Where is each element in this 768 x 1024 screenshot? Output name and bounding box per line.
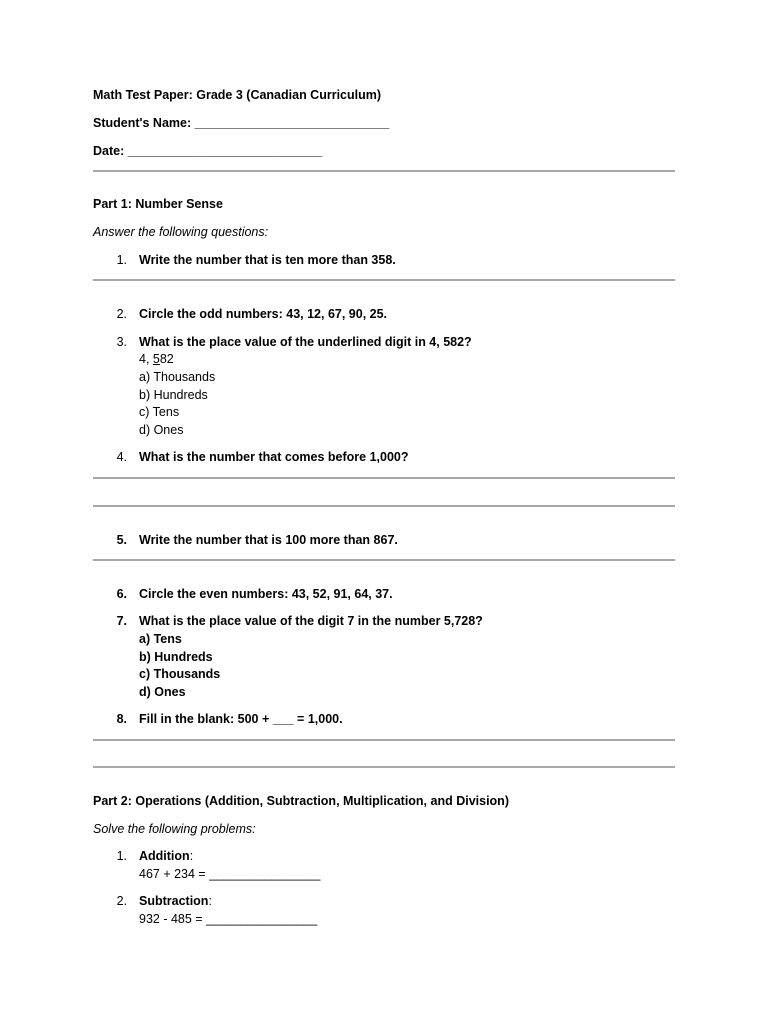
- q5-text: Write the number that is 100 more than 867.: [139, 533, 398, 547]
- q8-number: 8.: [116, 712, 127, 726]
- date-line: Date: ____________________________: [93, 144, 323, 158]
- q5-number: 5.: [116, 533, 127, 547]
- q3-number-display: [139, 352, 174, 366]
- p2-number: 2.: [116, 894, 127, 908]
- q2-text: Circle the odd numbers: 43, 12, 67, 90, 25.: [139, 307, 388, 321]
- answer-line: [93, 505, 675, 507]
- p2-problem: 932 - 485 = ________________: [139, 912, 318, 926]
- p1-label: Addition: [139, 849, 190, 863]
- p1-title: [139, 849, 193, 863]
- q7-option: a) Tens: [139, 632, 182, 646]
- q2-number: 2.: [116, 307, 127, 321]
- q1-text: Write the number that is ten more than 358.: [139, 253, 396, 267]
- q3-number: 3.: [116, 335, 127, 349]
- q4-text: What is the number that comes before 1,000?: [139, 450, 409, 464]
- q7-option: b) Hundreds: [139, 650, 213, 664]
- p1-problem: 467 + 234 = ________________: [139, 867, 321, 881]
- p2-label: Subtraction: [139, 894, 209, 908]
- q1-number: 1.: [116, 253, 127, 267]
- page-title: Math Test Paper: Grade 3 (Canadian Curriculum): [93, 88, 382, 102]
- q8-text: Fill in the blank: 500 + ___ = 1,000.: [139, 712, 343, 726]
- q3-option: a) Thousands: [139, 370, 216, 384]
- divider: [93, 170, 675, 172]
- p2-title: [139, 894, 212, 908]
- q3-option: b) Hundreds: [139, 388, 208, 402]
- p1-colon: :: [189, 849, 194, 863]
- q4-number: 4.: [116, 450, 127, 464]
- p2-colon: :: [208, 894, 212, 908]
- answer-line: [93, 279, 675, 281]
- answer-line: [93, 766, 675, 768]
- part1-instruction: Answer the following questions:: [93, 225, 269, 239]
- part2-instruction: Solve the following problems:: [93, 822, 256, 836]
- q7-number: 7.: [116, 614, 127, 628]
- q3-option: d) Ones: [139, 423, 184, 437]
- q7-text: What is the place value of the digit 7 in the number 5,728?: [139, 614, 483, 628]
- q3-number-prefix: 4,: [139, 352, 153, 366]
- q3-number-suffix: 82: [159, 352, 174, 366]
- q7-option: c) Thousands: [139, 667, 221, 681]
- student-name-line: Student's Name: ____________________________: [93, 116, 390, 130]
- part2-heading: Part 2: Operations (Addition, Subtraction, Multiplication, and Division): [93, 794, 509, 808]
- q6-text: Circle the even numbers: 43, 52, 91, 64, 37.: [139, 587, 393, 601]
- part1-heading: Part 1: Number Sense: [93, 197, 223, 211]
- q3-text: What is the place value of the underlined digit in 4, 582?: [139, 335, 472, 349]
- q6-number: 6.: [116, 587, 127, 601]
- answer-line: [93, 559, 675, 561]
- q7-option: d) Ones: [139, 685, 186, 699]
- q3-option: c) Tens: [139, 405, 180, 419]
- answer-line: [93, 477, 675, 479]
- answer-line: [93, 739, 675, 741]
- q3-underlined-digit: 5: [152, 352, 160, 366]
- p1-number: 1.: [116, 849, 127, 863]
